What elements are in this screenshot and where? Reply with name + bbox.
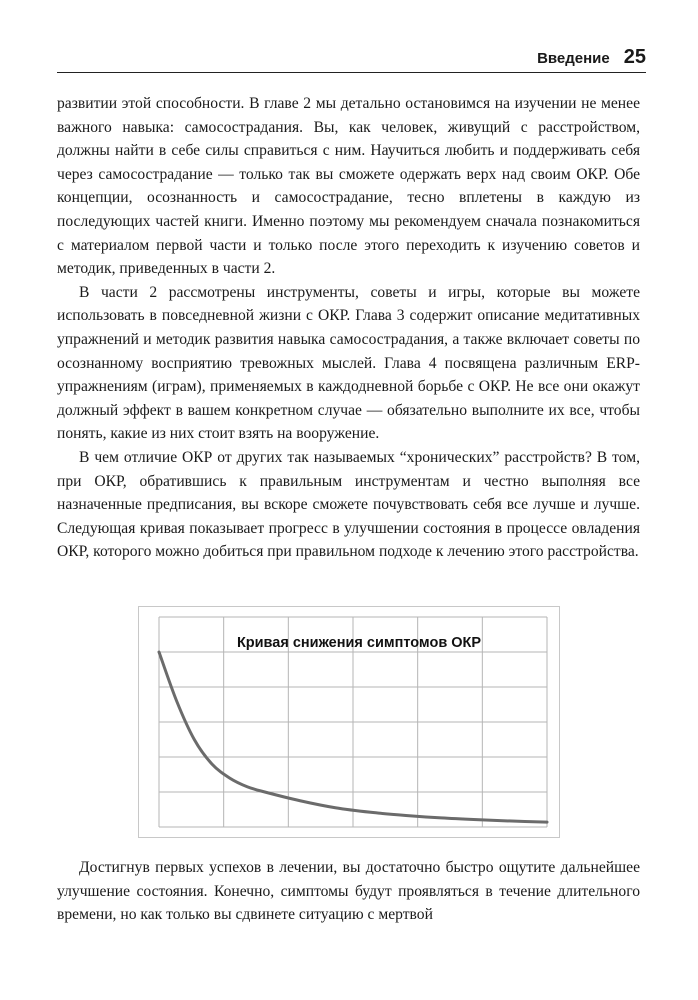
running-header: [57, 46, 646, 73]
body-text-top: [57, 92, 640, 564]
chart-svg: [139, 607, 559, 837]
symptom-curve-chart: [138, 606, 560, 838]
paragraph: Достигнув первых успехов в лечении, вы достаточно быстро ощутите дальнейшее улучшение состояния. Конечно, симптомы будут проявляться в течение длительного времени, но как только вы сдвинете ситуацию с мертвой: [57, 859, 640, 924]
section-title: Введение: [537, 50, 610, 67]
paragraph: развитии этой способности. В главе 2 мы детально остановимся на изучении не менее важного навыка: самосострадания. Вы, как человек, живущий с расстройством, должны найти в себе силы справиться с ним. Научиться любить и поддерживать себя через самосострадание — только так вы сможете одержать верх над своим ОКР. Обе концепции, осознанность и самосострадание, тесно вплетены в каждую из последующих частей книги. Именно поэтому мы рекомендуем сначала познакомиться с материалом первой части и только после этого переходить к изучению советов и методик, приведенных в части 2.: [57, 95, 640, 278]
page-number: 25: [623, 46, 646, 68]
body-text-bottom: [57, 856, 640, 927]
chart-title: Кривая снижения симптомов ОКР: [236, 635, 482, 651]
paragraph: В части 2 рассмотрены инструменты, советы и игры, которые вы можете использовать в повседневной жизни с ОКР. Глава 3 содержит описание медитативных упражнений и методик развития навыка самосострадания, а также включает советы по осознанному восприятию тревожных мыслей. Глава 4 посвящена различным ERP-упражнениям (играм), применяемых в каждодневной борьбе с ОКР. Не все они окажут должный эффект в вашем конкретном случае — обязательно выполните их все, чтобы понять, какие из них стоит взять на вооружение.: [57, 283, 640, 443]
paragraph: В чем отличие ОКР от других так называемых “хронических” расстройств? В том, при ОКР, обратившись к правильным инструментам и честно выполняя все назначенные предписания, вы вскоре сможете почувствовать себя все лучше и лучше. Следующая кривая показывает прогресс в улучшении состояния в процессе овладения ОКР, которого можно добиться при правильном подходе к лечению этого расстройства.: [57, 448, 640, 561]
